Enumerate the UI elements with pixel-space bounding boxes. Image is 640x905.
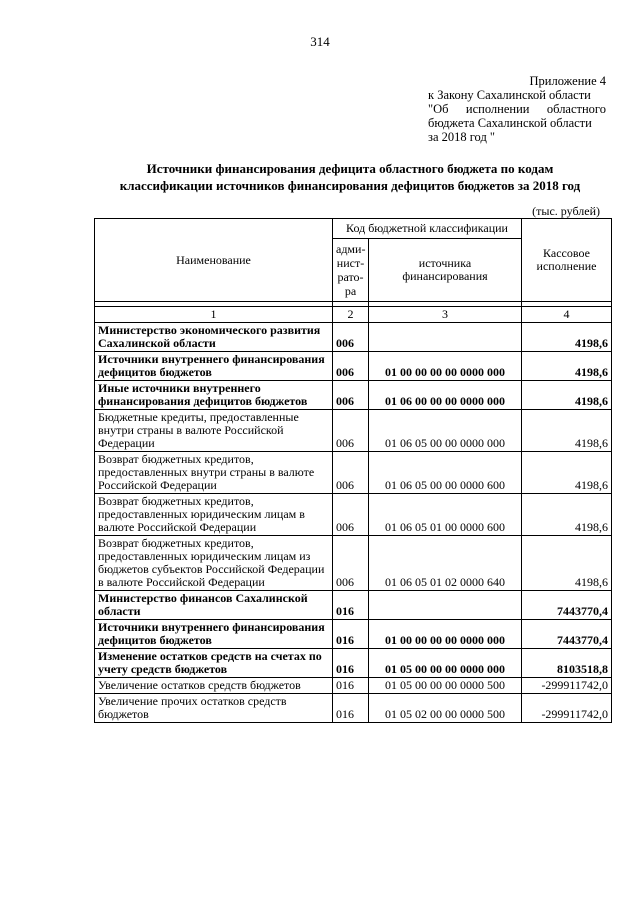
table-row: [95, 536, 612, 591]
row-name: Министерство экономического развития Сахалинской области: [95, 323, 333, 352]
row-name: Возврат бюджетных кредитов, предоставленных юридическим лицам из бюджетов субъектов Российской Федерации в валюте Российской Федерации: [95, 536, 333, 591]
title-line-1: Источники финансирования дефицита областного бюджета по кодам: [146, 161, 554, 176]
row-source-code: 01 05 00 00 00 0000 500: [369, 678, 522, 694]
row-name: Возврат бюджетных кредитов, предоставленных внутри страны в валюте Российской Федерации: [95, 452, 333, 494]
row-amount: 4198,6: [522, 452, 612, 494]
row-source-code: 01 05 02 00 00 0000 500: [369, 694, 522, 723]
row-admin-code: 016: [333, 694, 369, 723]
row-admin-code: 006: [333, 452, 369, 494]
row-name: Возврат бюджетных кредитов, предоставленных юридическим лицам в валюте Российской Федерации: [95, 494, 333, 536]
row-source-code: 01 00 00 00 00 0000 000: [369, 620, 522, 649]
row-amount: 4198,6: [522, 352, 612, 381]
table-row: [95, 410, 612, 452]
row-amount: 7443770,4: [522, 591, 612, 620]
appendix-line-5: за 2018 год ": [428, 130, 496, 144]
row-name: Иные источники внутреннего финансирования дефицитов бюджетов: [95, 381, 333, 410]
column-number: 2: [333, 307, 369, 323]
row-amount: 4198,6: [522, 494, 612, 536]
page-number: 314: [310, 34, 330, 49]
table-row: [95, 620, 612, 649]
row-name: Увеличение прочих остатков средств бюджетов: [95, 694, 333, 723]
row-source-code: 01 06 05 01 02 0000 640: [369, 536, 522, 591]
row-amount: -299911742,0: [522, 694, 612, 723]
appendix-line-3: "Об исполнении областного: [428, 102, 606, 116]
row-source-code: 01 06 05 00 00 0000 600: [369, 452, 522, 494]
table-row: [95, 381, 612, 410]
row-amount: 4198,6: [522, 381, 612, 410]
row-source-code: 01 00 00 00 00 0000 000: [369, 352, 522, 381]
header-amount: Кассовое исполнение: [522, 219, 612, 302]
table-body: [95, 323, 612, 723]
column-number: 3: [369, 307, 522, 323]
header-name: Наименование: [95, 219, 333, 302]
row-source-code: 01 06 05 00 00 0000 000: [369, 410, 522, 452]
header-source: источника финансирования: [369, 239, 522, 302]
row-admin-code: 006: [333, 381, 369, 410]
row-source-code: [369, 591, 522, 620]
document-title: [60, 160, 640, 194]
row-name: Бюджетные кредиты, предоставленные внутри страны в валюте Российской Федерации: [95, 410, 333, 452]
table-row: [95, 591, 612, 620]
column-number: 1: [95, 307, 333, 323]
row-admin-code: 006: [333, 494, 369, 536]
appendix-line-1: Приложение 4: [529, 74, 606, 88]
table-row: [95, 494, 612, 536]
row-amount: 4198,6: [522, 410, 612, 452]
budget-table: [94, 218, 612, 723]
header-code-group: Код бюджетной классификации: [333, 219, 522, 239]
row-admin-code: 006: [333, 410, 369, 452]
row-admin-code: 016: [333, 620, 369, 649]
row-name: Увеличение остатков средств бюджетов: [95, 678, 333, 694]
table-row: [95, 694, 612, 723]
row-admin-code: 006: [333, 352, 369, 381]
row-source-code: 01 06 00 00 00 0000 000: [369, 381, 522, 410]
row-source-code: [369, 323, 522, 352]
row-name: Изменение остатков средств на счетах по учету средств бюджетов: [95, 649, 333, 678]
row-admin-code: 006: [333, 323, 369, 352]
row-source-code: 01 06 05 01 00 0000 600: [369, 494, 522, 536]
table-row: [95, 352, 612, 381]
units-label: (тыс. рублей): [532, 204, 600, 218]
appendix-line-4: бюджета Сахалинской области: [428, 116, 592, 130]
row-amount: 8103518,8: [522, 649, 612, 678]
column-numbers-row: [95, 307, 612, 323]
table-row: [95, 649, 612, 678]
appendix-note: [428, 74, 606, 144]
row-name: Источники внутреннего финансирования дефицитов бюджетов: [95, 620, 333, 649]
row-name: Министерство финансов Сахалинской области: [95, 591, 333, 620]
table-row: [95, 452, 612, 494]
row-admin-code: 016: [333, 591, 369, 620]
header-admin: адми- нист- рато- ра: [333, 239, 369, 302]
appendix-line-2: к Закону Сахалинской области: [428, 88, 591, 102]
row-admin-code: 016: [333, 649, 369, 678]
row-admin-code: 016: [333, 678, 369, 694]
title-line-2: классификации источников финансирования дефицитов бюджетов за 2018 год: [119, 178, 581, 193]
row-amount: -299911742,0: [522, 678, 612, 694]
row-amount: 7443770,4: [522, 620, 612, 649]
row-name: Источники внутреннего финансирования дефицитов бюджетов: [95, 352, 333, 381]
row-amount: 4198,6: [522, 536, 612, 591]
table-row: [95, 323, 612, 352]
row-amount: 4198,6: [522, 323, 612, 352]
row-source-code: 01 05 00 00 00 0000 000: [369, 649, 522, 678]
row-admin-code: 006: [333, 536, 369, 591]
column-number: 4: [522, 307, 612, 323]
table-row: [95, 678, 612, 694]
